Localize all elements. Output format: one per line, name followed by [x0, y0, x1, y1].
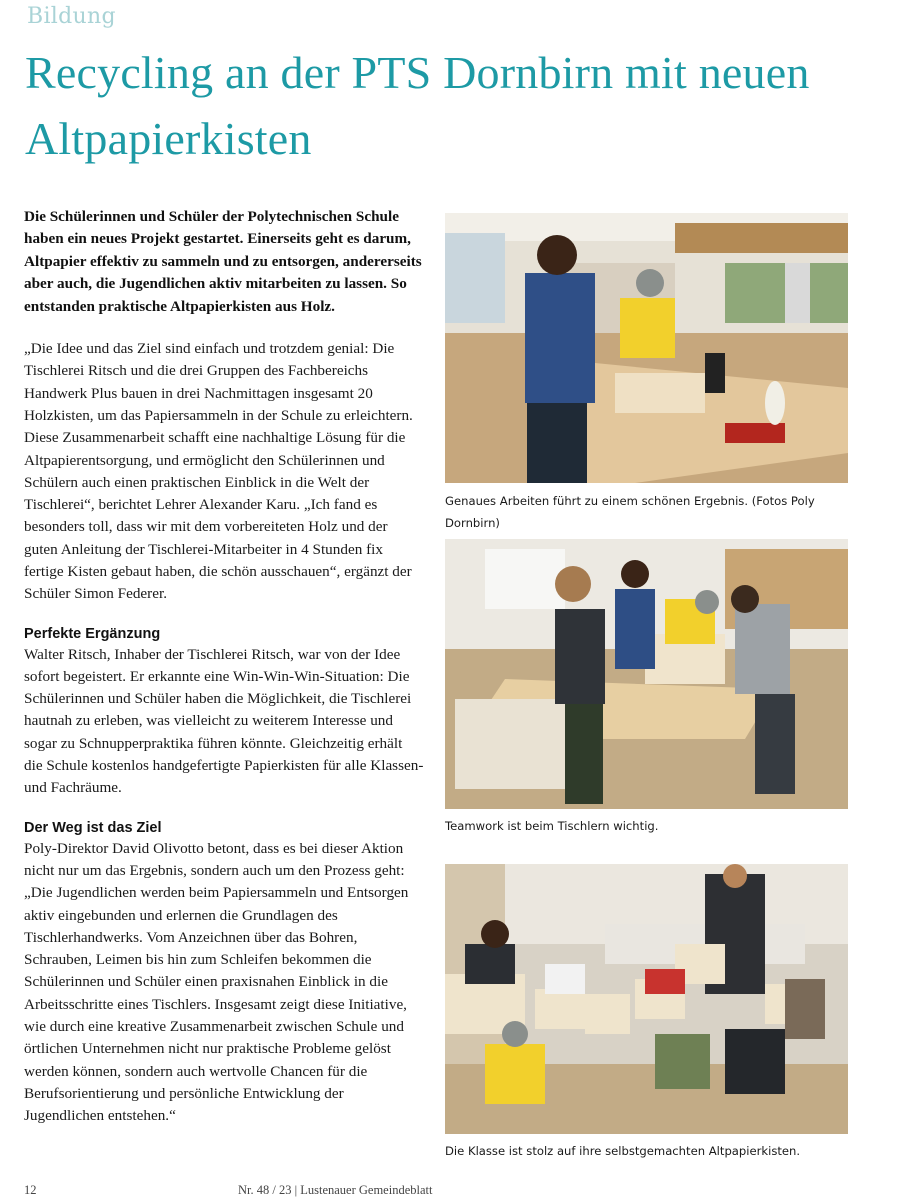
- subheading-der-weg: Der Weg ist das Ziel: [24, 819, 162, 836]
- photo-caption-1: Genaues Arbeiten führt zu einem schönen Ergebnis. (Fotos Poly Dornbirn): [445, 494, 815, 530]
- issue-info: Nr. 48 / 23 | Lustenauer Gemeindeblatt: [238, 1183, 433, 1197]
- article-body: [24, 206, 424, 1128]
- subheading-perfekte-ergaenzung: Perfekte Ergänzung: [24, 625, 161, 642]
- section-label: Bildung: [27, 4, 116, 29]
- photo-caption-3: Die Klasse ist stolz auf ihre selbstgemachten Altpapierkisten.: [445, 1144, 801, 1158]
- photo-class-group: [445, 864, 848, 1134]
- article-paragraph-2: Walter Ritsch, Inhaber der Tischlerei Ritsch, war von der Idee sofort begeistert. Er erkannte eine Win-Win-Win-Situation: Die Schülerinnen und Schüler haben die Möglichkeit, die Tischlerei hautnah zu erleben, was vielleicht zu weiterem Interesse und sogar zu Schnupperpraktika führen könnte. Gleichzeitig erhält die Schule kostenlos handgefertigte Papierkisten für alle Klassen- und Fachräume.: [24, 645, 424, 797]
- article-paragraph-3: Poly-Direktor David Olivotto betont, dass es bei dieser Aktion nicht nur um das Ergebnis, sondern auch um den Prozess geht: „Die Jugendlichen werden beim Papiersammeln und Entsorgen aktiv eingebunden und erlernen die Grundlagen des Tischlerhandwerks. Vom Anzeichnen über das Bohren, Schrauben, Leimen bis hin zum Schleifen bekommen die Schülerinnen und Schüler einen praxisnahen Einblick in die Arbeitsschritte eines Tischlers. Insgesamt zeigt diese Initiative, wie durch eine kreative Zusammenarbeit zwischen Schule und örtlichen Unternehmen nicht nur praktische Probleme gelöst werden können, sondern auch wertvolle Chancen für die Berufsorientierung und persönliche Entwicklung der Jugendlichen entstehen.“: [24, 839, 409, 1125]
- photo-caption-2: Teamwork ist beim Tischlern wichtig.: [445, 819, 659, 833]
- photo-teamwork: [445, 539, 848, 809]
- article-paragraph-1: „Die Idee und das Ziel sind einfach und trotzdem genial: Die Tischlerei Ritsch und die drei Gruppen des Fachbereichs Handwerk Plus bauen in drei Nachmittagen insgesamt 20 Holzkisten, um das Papiersammeln in der Schule zu erleichtern. Diese Zusammenarbeit schafft eine nachhaltige Lösung für die Altpapierentsorgung, und ermöglicht den Schülerinnen und Schülern auch einen praktischen Einblick in die Welt der Tischlerei“, berichtet Lehrer Alexander Karu. „Ich fand es besonders toll, dass wir mit dem vorbereiteten Holz und der guten Anleitung der Tischlerei-Mitarbeiter in 4 Stunden fix fertige Kisten gebaut haben, die schön ausschauen“, ergänzt der Schüler Simon Federer.: [24, 340, 413, 603]
- photo-workbench: [445, 213, 848, 483]
- article-lead: Die Schülerinnen und Schüler der Polytechnischen Schule haben ein neues Projekt gestartet. Einerseits geht es darum, Altpapier effektiv zu sammeln und zu entsorgen, andererseits aber auch, die Jugendlichen aktiv mitarbeiten zu lassen. So entstanden praktische Altpapierkisten aus Holz.: [24, 208, 422, 315]
- page-number: 12: [24, 1183, 37, 1197]
- article-headline: Recycling an der PTS Dornbirn mit neuen Altpapierkisten: [25, 47, 810, 164]
